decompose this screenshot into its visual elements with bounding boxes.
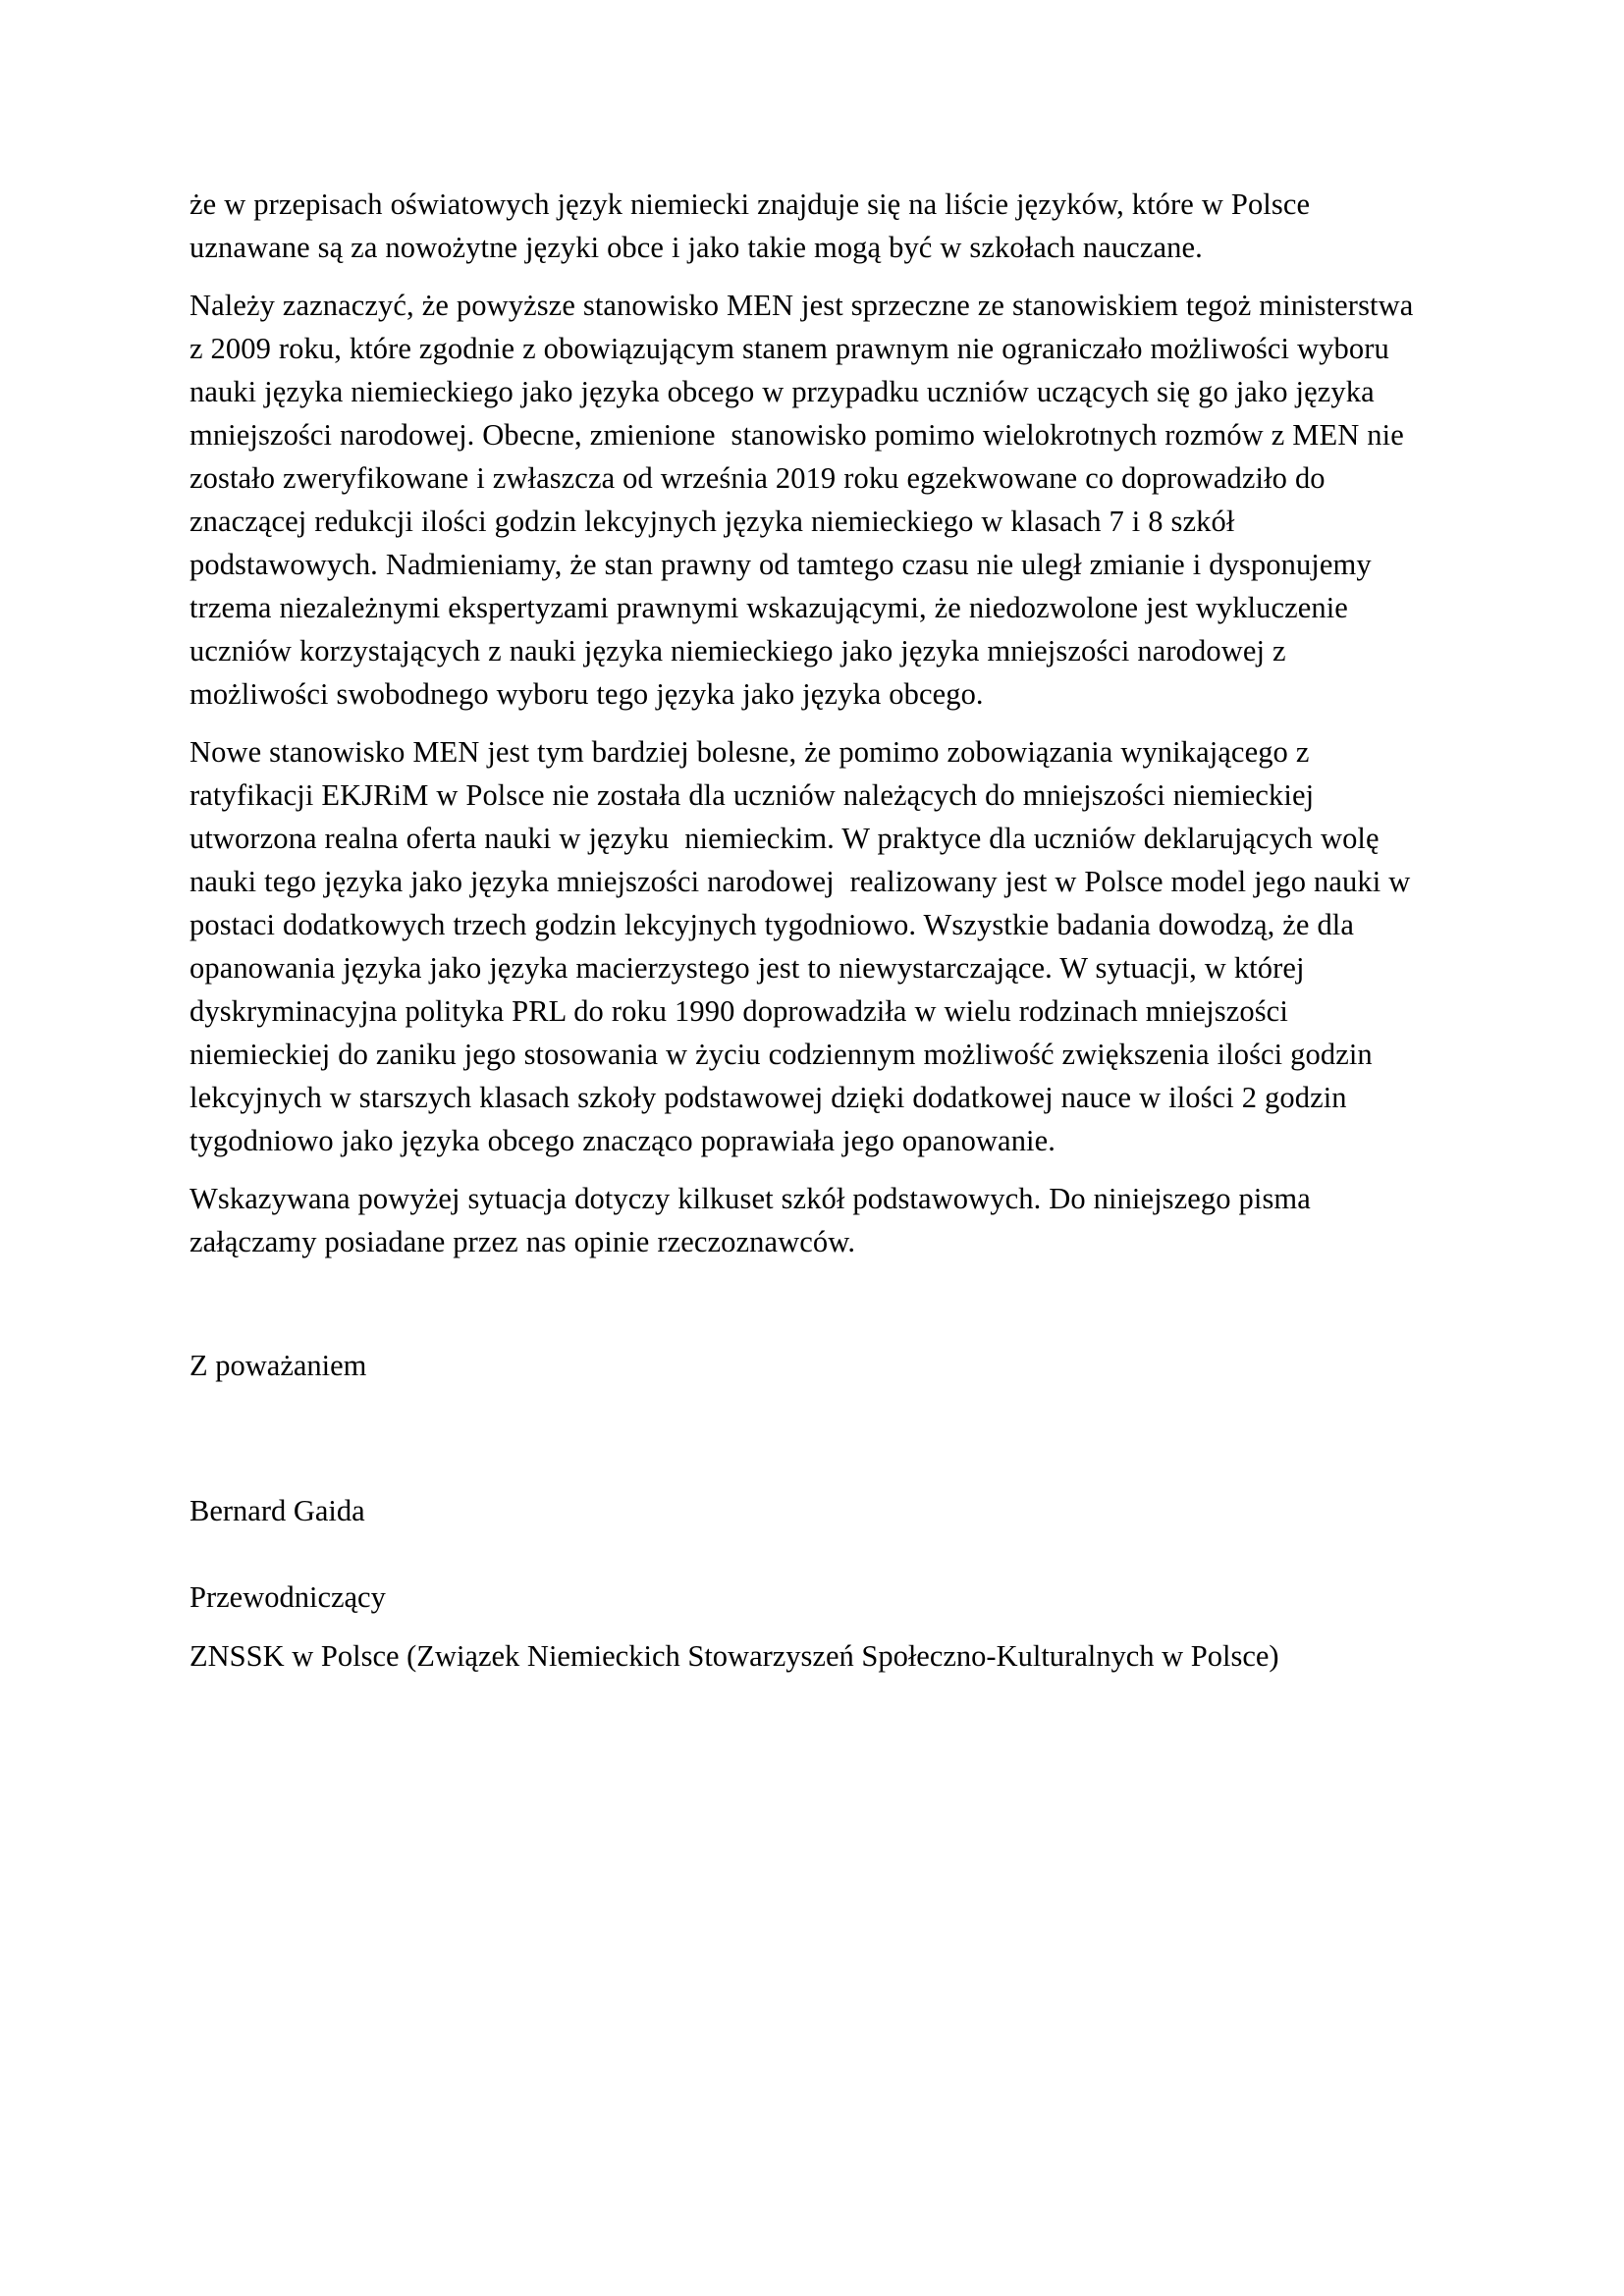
signature-organization: ZNSSK w Polsce (Związek Niemieckich Stowarzyszeń Społeczno-Kulturalnych w Polsce) [189,1639,1279,1673]
paragraph-4: Wskazywana powyżej sytuacja dotyczy kilkuset szkół podstawowych. Do niniejszego pisma załączamy posiadane przez nas opinie rzeczoznawców. [189,1182,1319,1258]
paragraph-2: Należy zaznaczyć, że powyższe stanowisko MEN jest sprzeczne ze stanowiskiem tegoż ministerstwa z 2009 roku, które zgodnie z obowiązującym stanem prawnym nie ograniczało możliwości wyboru nauki języka niemieckiego jako języka obcego w przypadku uczniów uczących się go jako języka mniejszości narodowej. Obecne, zmienione stanowisko pomimo wielokrotnych rozmów z MEN nie zostało zweryfikowane i zwłaszcza od września 2019 roku egzekwowane co doprowadziło do znaczącej redukcji ilości godzin lekcyjnych języka niemieckiego w klasach 7 i 8 szkół podstawowych. Nadmieniamy, że stan prawny od tamtego czasu nie uległ zmianie i dysponujemy trzema niezależnymi ekspertyzami prawnymi wskazującymi, że niedozwolone jest wykluczenie uczniów korzystających z nauki języka niemieckiego jako języka mniejszości narodowej z możliwości swobodnego wyboru tego języka jako języka obcego. [189,289,1422,711]
paragraph-1: że w przepisach oświatowych język niemiecki znajduje się na liście języków, które w Polsce uznawane są za nowożytne języki obce i jako takie mogą być w szkołach nauczane. [189,187,1319,264]
signature-name: Bernard Gaida [189,1494,365,1527]
paragraph-3: Nowe stanowisko MEN jest tym bardziej bolesne, że pomimo zobowiązania wynikającego z ratyfikacji EKJRiM w Polsce nie została dla uczniów należących do mniejszości niemieckiej utworzona realna oferta nauki w języku niemieckim. W praktyce dla uczniów deklarujących wolę nauki tego języka jako języka mniejszości narodowej realizowany jest w Polsce model jego nauki w postaci dodatkowych trzech godzin lekcyjnych tygodniowo. Wszystkie badania dowodzą, że dla opanowania języka jako języka macierzystego jest to niewystarczające. W sytuacji, w której dyskryminacyjna polityka PRL do roku 1990 doprowadziła w wielu rodzinach mniejszości niemieckiej do zaniku jego stosowania w życiu codziennym możliwość zwiększenia ilości godzin lekcyjnych w starszych klasach szkoły podstawowej dzięki dodatkowej nauce w ilości 2 godzin tygodniowo jako języka obcego znacząco poprawiała jego opanowanie. [189,735,1419,1157]
document-body [189,183,1422,1678]
signature-closing: Z poważaniem [189,1349,367,1382]
signature-block [189,1344,1419,1678]
signature-role: Przewodniczący [189,1580,386,1614]
